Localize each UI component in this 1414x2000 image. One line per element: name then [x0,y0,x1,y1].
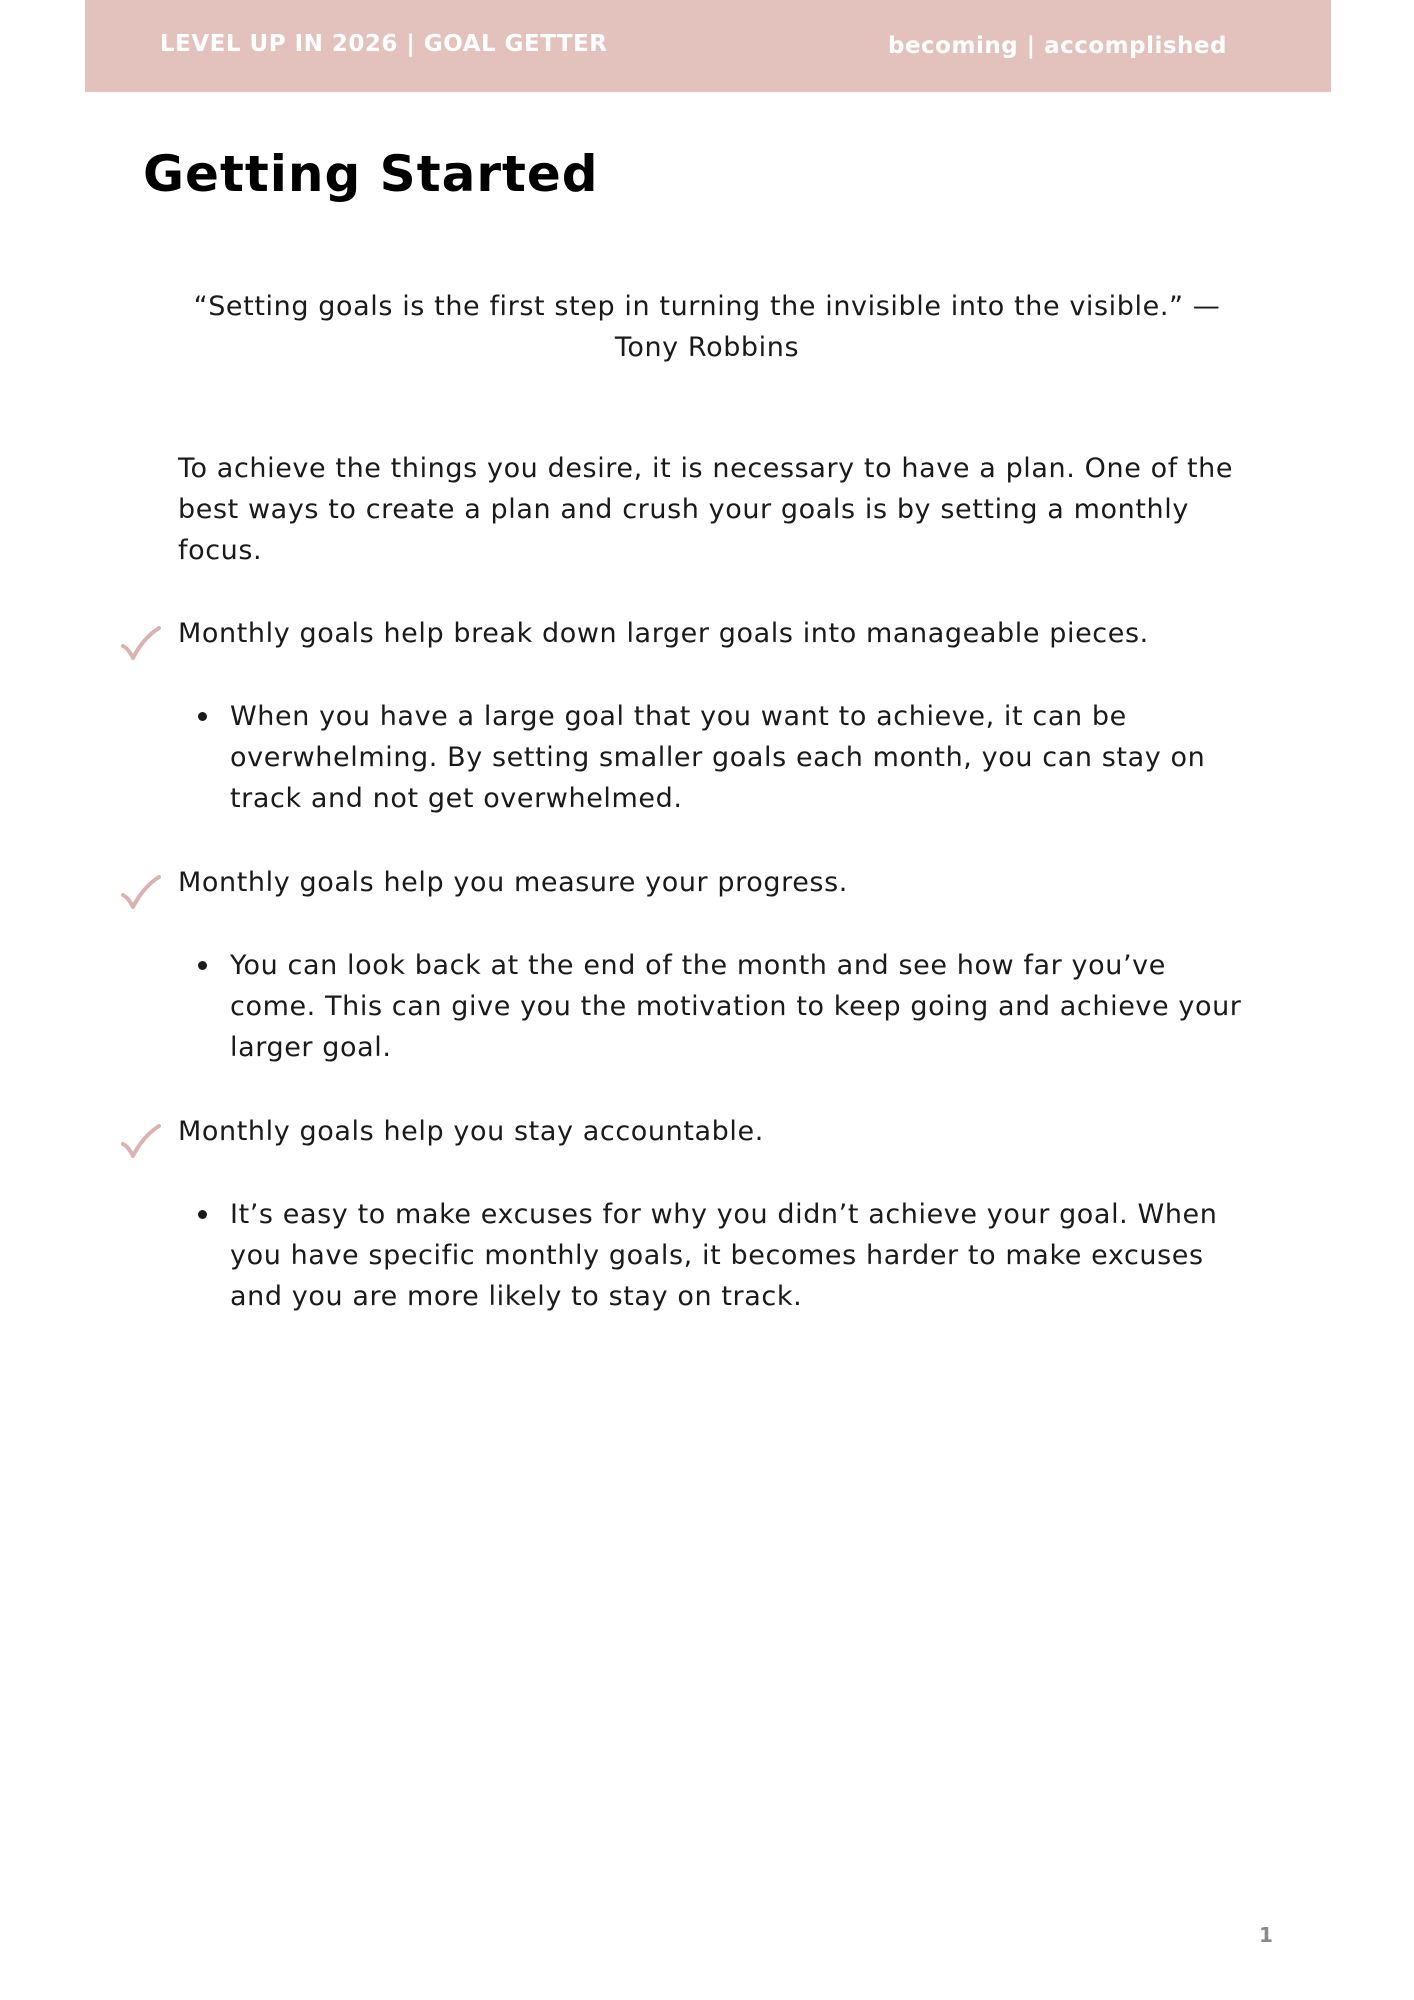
quote [180,286,1234,368]
page-title: Getting Started [143,145,599,203]
bullet-dot [198,961,207,970]
intro-paragraph: To achieve the things you desire, it is necessary to have a plan. One of the best ways to create a plan and crush your goals is by setting a monthly focus. [178,453,1234,566]
quote-author: Tony Robbins [614,332,800,363]
point-heading: Monthly goals help you measure your progress. [178,867,848,898]
point-detail: You can look back at the end of the month and see how far you’ve come. This can give you the motivation to keep going and achieve your larger goal. [230,950,1242,1063]
page-number: 1 [1259,1923,1273,1947]
bullet-dot [198,712,207,721]
header-band [85,0,1331,92]
point-detail: When you have a large goal that you want to achieve, it can be overwhelming. By setting smaller goals each month, you can stay on track and not get overwhelmed. [230,701,1206,814]
header-left-title: LEVEL UP IN 2026 | GOAL GETTER [160,31,608,57]
checkmark-icon [121,1124,161,1160]
point-heading: Monthly goals help you stay accountable. [178,1116,764,1147]
header-right-tagline: becoming | accomplished [887,33,1227,59]
point-heading: Monthly goals help break down larger goals into manageable pieces. [178,618,1149,649]
point-detail: It’s easy to make excuses for why you didn’t achieve your goal. When you have specific monthly goals, it becomes harder to make excuses and you are more likely to stay on track. [230,1199,1218,1312]
bullet-dot [198,1210,207,1219]
quote-text: “Setting goals is the first step in turning the invisible into the visible.” — [193,291,1221,322]
checkmark-icon [121,875,161,911]
checkmark-icon [121,626,161,662]
